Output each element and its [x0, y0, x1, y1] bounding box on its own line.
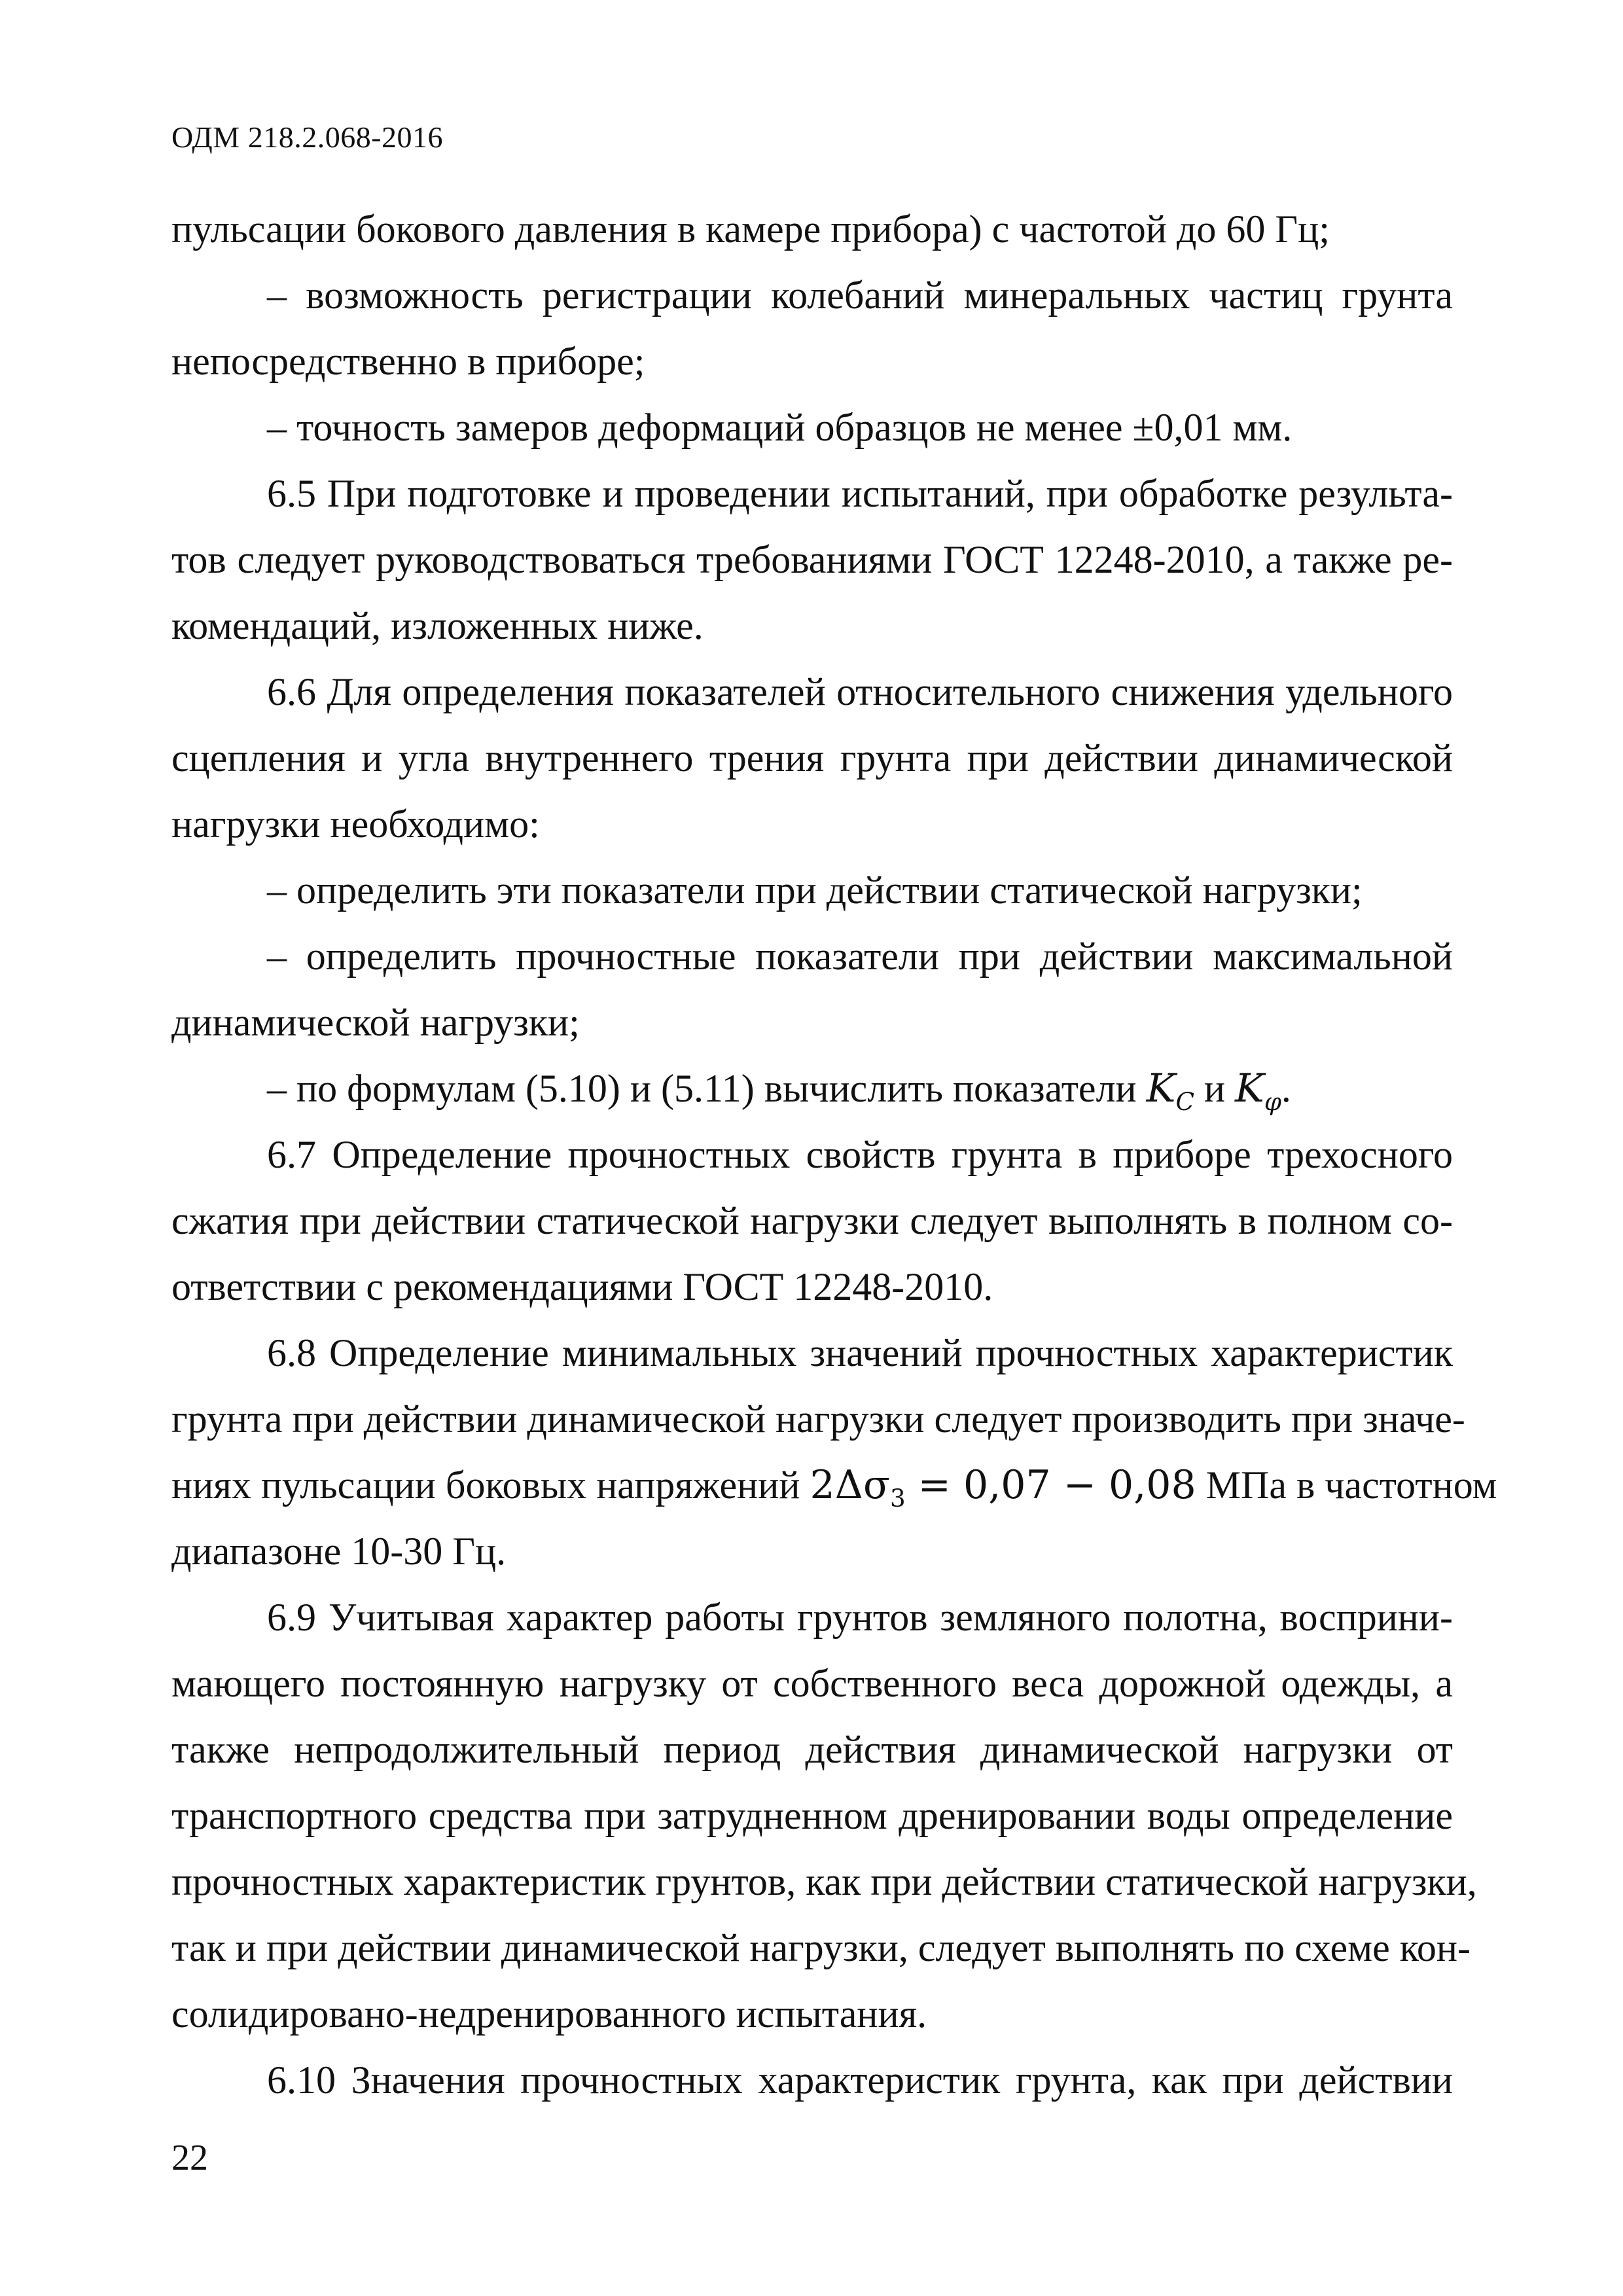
text-line: нагрузки необходимо:: [171, 802, 540, 846]
text-line: солидировано-недренированного испытания.: [171, 1992, 927, 2036]
text-line: сцепления и угла внутреннего трения грунта при действии динамической: [171, 736, 1453, 780]
page-number: 22: [171, 2138, 208, 2178]
text-fragment: – по формулам (5.10) и (5.11) вычислить показатели: [267, 1067, 1137, 1110]
text-line: сжатия при действии статической нагрузки следует выполнять в полном со-: [171, 1199, 1453, 1242]
text-line: 6.6 Для определения показателей относительного снижения удельного: [267, 670, 1453, 713]
text-line: 6.9 Учитывая характер работы грунтов земляного полотна, восприни-: [267, 1596, 1453, 1639]
stress-formula: $2\Delta\sigma_3 = 0,07 - 0,08$: [810, 1462, 1196, 1513]
kphi-symbol: $K_\varphi$: [1235, 1066, 1281, 1117]
text-line-formula-stress: [171, 1452, 1497, 1518]
text-line: – определить эти показатели при действии статической нагрузки;: [267, 869, 1363, 912]
sentence-end: .: [1281, 1067, 1291, 1110]
conjunction: и: [1194, 1067, 1236, 1110]
text-fragment: ниях пульсации боковых напряжений: [171, 1463, 800, 1507]
text-line: пульсации бокового давления в камере прибора) с частотой до 60 Гц;: [171, 207, 1330, 251]
text-line: прочностных характеристик грунтов, как при действии статической нагрузки,: [171, 1860, 1477, 1903]
text-line: транспортного средства при затрудненном дренировании воды определение: [171, 1794, 1453, 1837]
document-body: [171, 196, 1497, 2113]
text-line: диапазоне 10-30 Гц.: [171, 1530, 507, 1573]
text-line: мающего постоянную нагрузку от собственного веса дорожной одежды, а: [171, 1662, 1453, 1705]
text-fragment: МПа в частотном: [1205, 1463, 1497, 1507]
document-header: ОДМ 218.2.068-2016: [171, 120, 444, 154]
text-line: ответствии с рекомендациями ГОСТ 12248-2010.: [171, 1265, 993, 1308]
text-line: 6.5 При подготовке и проведении испытаний, при обработке результа-: [267, 472, 1453, 515]
text-line: 6.10 Значения прочностных характеристик грунта, как при действии: [267, 2058, 1453, 2102]
text-line: – точность замеров деформаций образцов не менее ±0,01 мм.: [267, 406, 1293, 449]
text-line-formula-k: [171, 1056, 1453, 1122]
text-line: тов следует руководствоваться требованиями ГОСТ 12248-2010, а также ре-: [171, 538, 1453, 581]
text-line: 6.8 Определение минимальных значений прочностных характеристик: [267, 1331, 1453, 1374]
kc-symbol: $K_C$: [1146, 1066, 1194, 1117]
text-line: комендаций, изложенных ниже.: [171, 604, 704, 647]
text-line: непосредственно в приборе;: [171, 340, 645, 383]
text-line: также непродолжительный период действия динамической нагрузки от: [171, 1728, 1453, 1771]
text-line: грунта при действии динамической нагрузки следует производить при значе-: [171, 1397, 1465, 1441]
text-line: динамической нагрузки;: [171, 1001, 580, 1044]
text-line: – определить прочностные показатели при действии максимальной: [267, 935, 1453, 978]
text-line: – возможность регистрации колебаний минеральных частиц грунта: [267, 274, 1453, 317]
text-line: так и при действии динамической нагрузки, следует выполнять по схеме кон-: [171, 1926, 1471, 1969]
text-line: 6.7 Определение прочностных свойств грунта в приборе трехосного: [267, 1133, 1453, 1176]
